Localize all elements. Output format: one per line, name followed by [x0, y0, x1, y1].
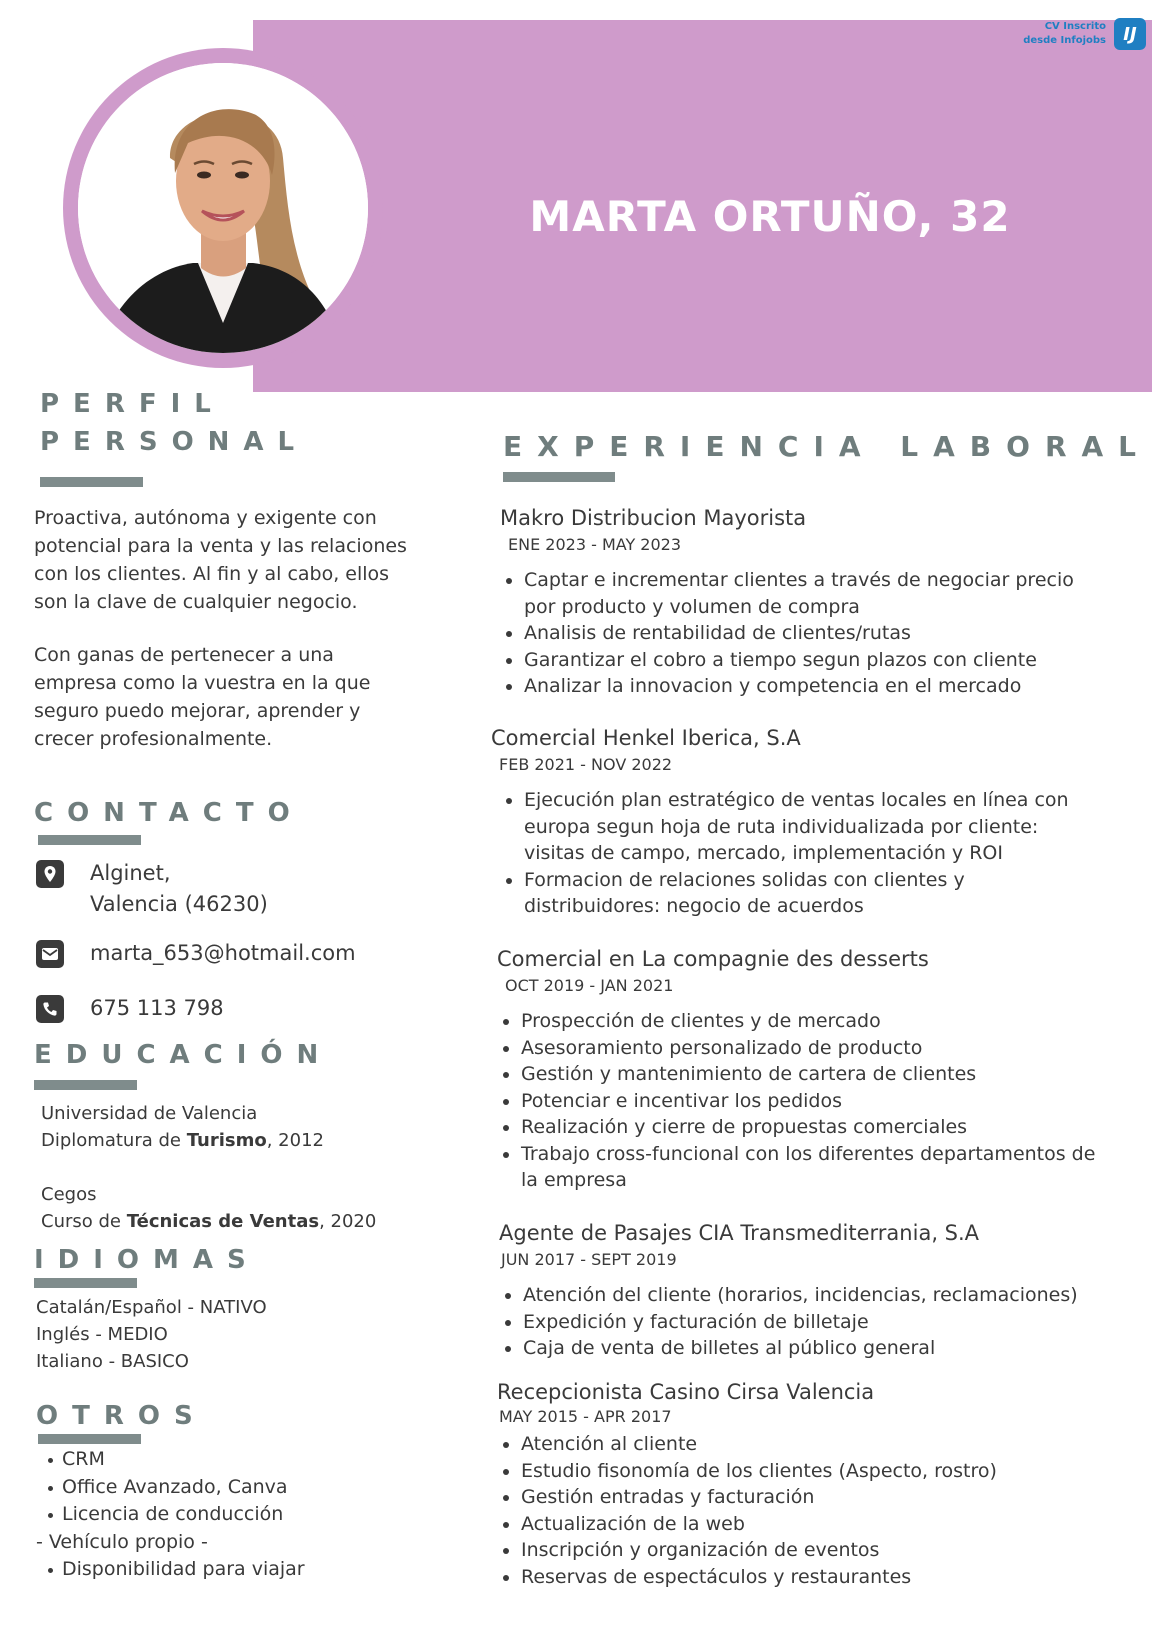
- job-bullet: Trabajo cross-funcional con los diferentes departamentos de la empresa: [497, 1141, 1097, 1194]
- degree-prefix: Diplomatura de: [41, 1130, 187, 1151]
- perfil-text-line: son la clave de cualquier negocio.: [34, 591, 358, 613]
- job-entry: [500, 503, 1100, 700]
- otros-item: CRM: [36, 1446, 305, 1474]
- job-bullet: Garantizar el cobro a tiempo segun plazos con cliente: [500, 647, 1100, 674]
- job-bullets: [497, 1431, 1097, 1590]
- contacto-heading: CONTACTO: [34, 798, 304, 828]
- job-dates: ENE 2023 - MAY 2023: [508, 535, 682, 554]
- job-bullet: Actualización de la web: [497, 1511, 1097, 1538]
- perfil-paragraph-2: [34, 641, 454, 753]
- education-degree: [41, 1127, 324, 1154]
- experiencia-heading: EXPERIENCIA LABORAL: [503, 430, 1152, 463]
- education-institution: Cegos: [41, 1184, 97, 1205]
- educacion-underline: [34, 1080, 137, 1090]
- candidate-name: MARTA ORTUÑO, 32: [529, 192, 1011, 241]
- job-bullet: Gestión entradas y facturación: [497, 1484, 1097, 1511]
- job-entry: [497, 944, 1097, 1194]
- job-bullet: Captar e incrementar clientes a través de negociar precio por producto y volumen de compra: [500, 567, 1100, 620]
- otros-underline: [38, 1434, 141, 1444]
- perfil-text-line: potencial para la venta y las relaciones: [34, 535, 407, 557]
- education-item: [41, 1100, 324, 1154]
- mail-icon: [36, 940, 64, 968]
- degree-prefix: Curso de: [41, 1211, 127, 1232]
- job-bullet: Analizar la innovacion y competencia en el mercado: [500, 673, 1100, 700]
- degree-subject: Turismo: [186, 1130, 267, 1151]
- job-bullet: Asesoramiento personalizado de producto: [497, 1035, 1097, 1062]
- job-bullet: Reservas de espectáculos y restaurantes: [497, 1564, 1097, 1591]
- language-item: Catalán/Español - NATIVO: [36, 1297, 267, 1318]
- language-item: Inglés - MEDIO: [36, 1324, 168, 1345]
- degree-subject: Técnicas de Ventas: [126, 1211, 320, 1232]
- profile-photo: [78, 63, 368, 353]
- contact-email[interactable]: [36, 938, 356, 969]
- badge-line-1: CV Inscrito: [1044, 21, 1106, 32]
- language-item: Italiano - BASICO: [36, 1351, 189, 1372]
- infojobs-badge[interactable]: [1023, 18, 1146, 50]
- job-entry: [499, 1218, 1099, 1362]
- location-region: Valencia (46230): [90, 892, 268, 916]
- otros-list: [36, 1446, 305, 1584]
- perfil-text-line: crecer profesionalmente.: [34, 728, 273, 750]
- job-bullet: Estudio fisonomía de los clientes (Aspecto, rostro): [497, 1458, 1097, 1485]
- badge-line-2: desde Infojobs: [1023, 35, 1106, 46]
- job-bullet: Potenciar e incentivar los pedidos: [497, 1088, 1097, 1115]
- job-bullet: Realización y cierre de propuestas comerciales: [497, 1114, 1097, 1141]
- job-bullet: Caja de venta de billetes al público general: [499, 1335, 1099, 1362]
- contact-phone[interactable]: [36, 993, 224, 1024]
- job-bullets: [500, 787, 1091, 920]
- job-title: Makro Distribucion Mayorista: [500, 506, 807, 530]
- contacto-underline: [38, 835, 141, 845]
- idiomas-heading: IDIOMAS: [34, 1245, 260, 1275]
- job-bullet: Inscripción y organización de eventos: [497, 1537, 1097, 1564]
- degree-year: , 2020: [319, 1211, 377, 1232]
- contact-location: [36, 858, 268, 920]
- job-title: Comercial Henkel Iberica, S.A: [491, 726, 801, 750]
- otros-heading: OTROS: [36, 1401, 207, 1431]
- perfil-text-line: empresa como la vuestra en la que: [34, 672, 371, 694]
- location-icon: [36, 860, 64, 888]
- perfil-text-line: Con ganas de pertenecer a una: [34, 644, 334, 666]
- degree-year: , 2012: [266, 1130, 324, 1151]
- perfil-text-line: con los clientes. Al fin y al cabo, ellos: [34, 563, 390, 585]
- educacion-heading: EDUCACIÓN: [34, 1040, 333, 1070]
- phone-text[interactable]: 675 113 798: [90, 996, 224, 1020]
- experiencia-underline: [503, 472, 615, 482]
- job-dates: OCT 2019 - JAN 2021: [505, 976, 674, 995]
- job-entry: [497, 1377, 1097, 1590]
- job-bullet: Atención al cliente: [497, 1431, 1097, 1458]
- education-institution: Universidad de Valencia: [41, 1103, 258, 1124]
- job-bullet: Atención del cliente (horarios, incidencias, reclamaciones): [499, 1282, 1099, 1309]
- education-item: [41, 1181, 376, 1235]
- job-bullets: [499, 1282, 1099, 1362]
- job-bullet: Expedición y facturación de billetaje: [499, 1309, 1099, 1336]
- perfil-heading: [40, 385, 308, 461]
- otros-item: Office Avanzado, Canva: [36, 1474, 305, 1502]
- otros-item: Disponibilidad para viajar: [36, 1556, 305, 1584]
- location-city: Alginet,: [90, 861, 171, 885]
- job-title: Comercial en La compagnie des desserts: [497, 947, 929, 971]
- job-dates: FEB 2021 - NOV 2022: [499, 755, 673, 774]
- idiomas-underline: [34, 1278, 137, 1288]
- job-dates: JUN 2017 - SEPT 2019: [501, 1250, 677, 1269]
- job-bullets: [500, 567, 1100, 700]
- job-bullets: [497, 1008, 1097, 1194]
- perfil-heading-line-2: PERSONAL: [40, 427, 309, 457]
- job-bullet: Gestión y mantenimiento de cartera de clientes: [497, 1061, 1097, 1088]
- phone-icon: [36, 995, 64, 1023]
- idiomas-list: [36, 1294, 267, 1375]
- otros-item: - Vehículo propio -: [36, 1530, 208, 1553]
- job-dates: MAY 2015 - APR 2017: [499, 1407, 672, 1426]
- job-title: Recepcionista Casino Cirsa Valencia: [497, 1380, 875, 1404]
- job-bullet: Formacion de relaciones solidas con clientes y distribuidores: negocio de acuerdos: [500, 867, 1091, 920]
- perfil-underline: [40, 477, 143, 487]
- email-text[interactable]: marta_653@hotmail.com: [90, 941, 356, 965]
- perfil-paragraph-1: [34, 504, 454, 616]
- job-title: Agente de Pasajes CIA Transmediterrania, S.A: [499, 1221, 980, 1245]
- perfil-text-line: Proactiva, autónoma y exigente con: [34, 507, 377, 529]
- perfil-text-line: seguro puedo mejorar, aprender y: [34, 700, 361, 722]
- profile-photo-illustration: [78, 63, 368, 353]
- education-degree: [41, 1208, 376, 1235]
- infojobs-logo: IJ: [1114, 18, 1146, 50]
- perfil-heading-line-1: PERFIL: [40, 389, 225, 419]
- job-bullet: Analisis de rentabilidad de clientes/rutas: [500, 620, 1100, 647]
- otros-item: Licencia de conducción: [36, 1501, 305, 1529]
- job-entry: [491, 723, 1091, 920]
- job-bullet: Ejecución plan estratégico de ventas locales en línea con europa segun hoja de ruta individualizada por cliente: visitas de campo, mercado, implementación y ROI: [500, 787, 1091, 867]
- job-bullet: Prospección de clientes y de mercado: [497, 1008, 1097, 1035]
